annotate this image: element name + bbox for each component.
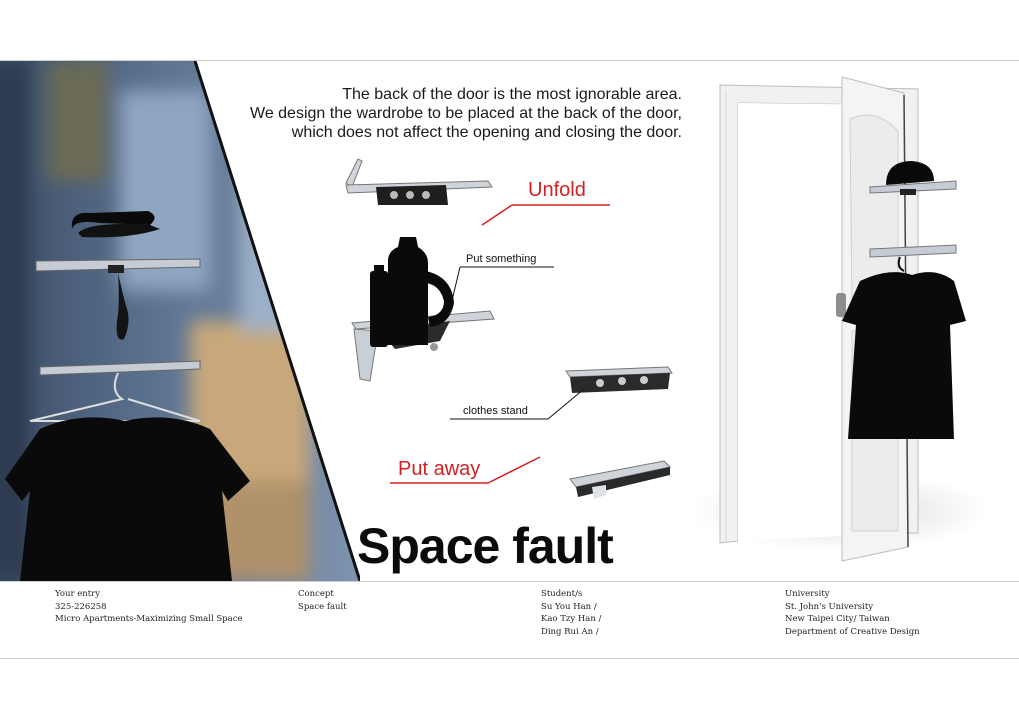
label-unfold: Unfold bbox=[528, 179, 586, 201]
footer bbox=[0, 582, 1019, 658]
intro-line-1: The back of the door is the most ignorable area. bbox=[342, 86, 682, 103]
label-put-away: Put away bbox=[398, 458, 481, 480]
concept-value: Space fault bbox=[298, 601, 347, 612]
clothes-stand-pointer bbox=[448, 383, 588, 423]
student-1: Su You Han / bbox=[541, 601, 597, 612]
rack-folded bbox=[566, 457, 676, 507]
footer-concept bbox=[298, 588, 347, 613]
students-heading: Student/s bbox=[541, 589, 583, 599]
footer-students bbox=[541, 588, 601, 638]
hanging-shirt-silhouette bbox=[842, 272, 966, 439]
entry-number: 325-226258 bbox=[55, 601, 107, 612]
unfold-pointer bbox=[480, 199, 612, 231]
put-away-pointer bbox=[388, 455, 544, 487]
intro-line-2: We design the wardrobe to be placed at the back of the door, bbox=[250, 105, 682, 122]
shirt-silhouette bbox=[5, 417, 250, 581]
student-2: Kao Tzy Han / bbox=[541, 614, 602, 624]
put-something-pointer bbox=[448, 261, 558, 311]
university-department: Department of Creative Design bbox=[785, 626, 920, 637]
label-clothes-stand: clothes stand bbox=[463, 405, 528, 417]
university-name: St. John's University bbox=[785, 601, 874, 612]
entry-title: Micro Apartments-Maximizing Small Space bbox=[55, 614, 243, 624]
concept-heading: Concept bbox=[298, 589, 334, 599]
footer-entry bbox=[55, 588, 243, 626]
bottom-rule bbox=[0, 658, 1019, 659]
university-location: New Taipei City/ Taiwan bbox=[785, 614, 890, 624]
rack-unfolded bbox=[338, 153, 498, 213]
door-illustration bbox=[690, 71, 990, 581]
university-heading: University bbox=[785, 589, 830, 599]
footer-university bbox=[785, 588, 920, 638]
poster-title: Space fault bbox=[357, 518, 613, 574]
student-3: Ding Rui An / bbox=[541, 626, 599, 637]
intro-line-3: which does not affect the opening and closing the door. bbox=[291, 124, 682, 141]
entry-heading: Your entry bbox=[55, 589, 101, 599]
poster-panel bbox=[0, 61, 1019, 581]
label-put-something: Put something bbox=[466, 253, 537, 265]
